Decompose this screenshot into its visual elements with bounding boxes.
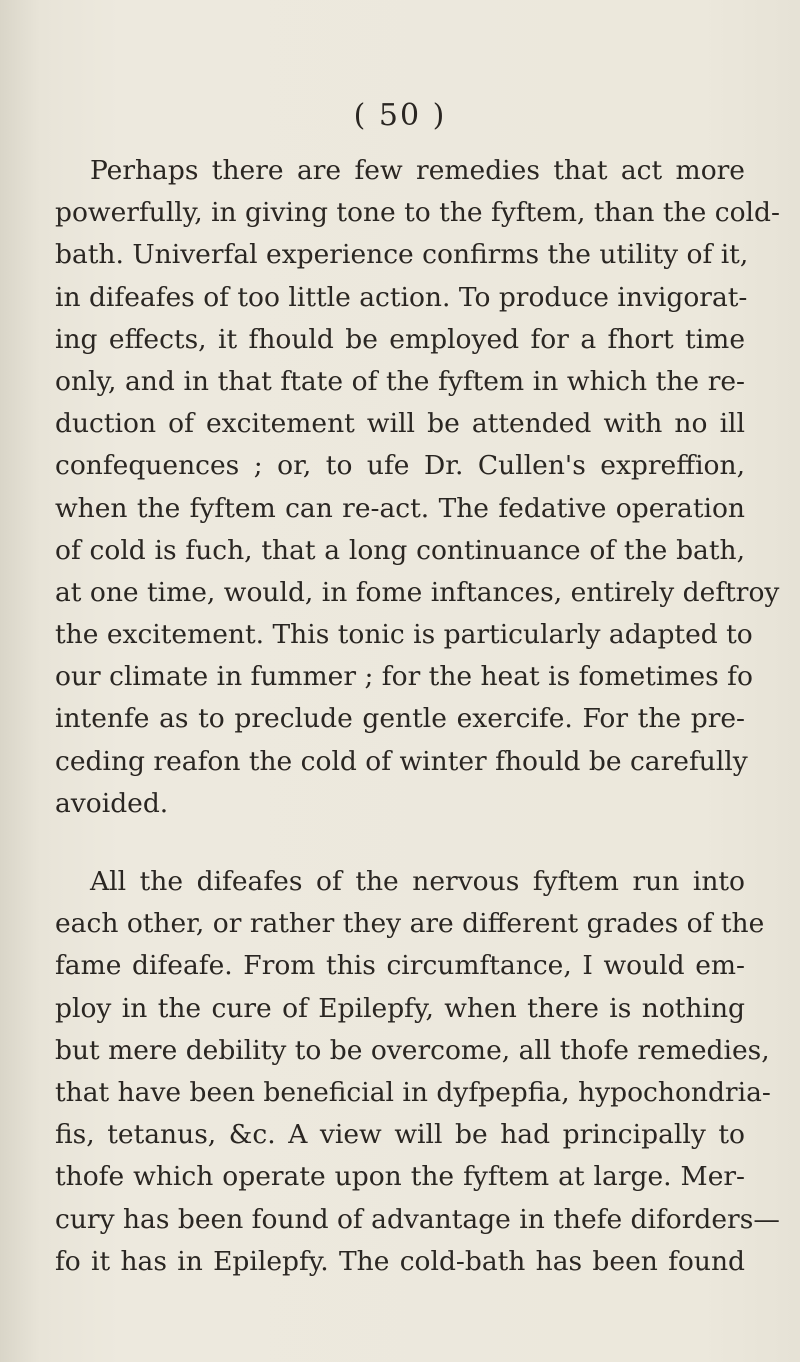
text-line: our climate in fummer ; for the heat is fometimes fo <box>55 661 753 693</box>
text-line: when the fyftem can re-act. The fedative operation <box>55 492 745 524</box>
text-line: ing effects, it fhould be employed for a fhort time <box>55 323 745 355</box>
text-line: that have been beneficial in dyfpepfia, hypochondria- <box>55 1076 771 1108</box>
text-line: each other, or rather they are different grades of the <box>55 908 765 940</box>
text-line: but mere debility to be overcome, all thofe remedies, <box>55 1034 770 1066</box>
paragraph-gap <box>55 825 745 861</box>
text-line: at one time, would, in fome inftances, entirely deftroy <box>55 576 780 608</box>
text-line: fis, tetanus, &c. A view will be had principally to <box>55 1119 745 1151</box>
text-line: intenfe as to preclude gentle exercife. For the pre- <box>55 703 745 735</box>
text-line: duction of excitement will be attended with no ill <box>55 408 745 440</box>
text-line: in difeafes of too little action. To produce invigorat- <box>55 281 748 313</box>
paragraph <box>55 150 780 825</box>
paragraph <box>55 861 780 1283</box>
text-line: bath. Univerfal experience confirms the utility of it, <box>55 239 749 271</box>
text-line: fame difeafe. From this circumftance, I would em- <box>55 950 745 982</box>
text-line: All the difeafes of the nervous fyftem run into <box>90 866 745 897</box>
text-line: confequences ; or, to ufe Dr. Cullen's expreffion, <box>55 450 745 482</box>
body-text <box>55 150 780 1283</box>
text-line: cury has been found of advantage in thefe diforders— <box>55 1203 780 1235</box>
text-line: thofe which operate upon the fyftem at large. Mer- <box>55 1161 745 1193</box>
text-line: fo it has in Epilepfy. The cold-bath has been found <box>55 1245 745 1277</box>
text-line: ceding reafon the cold of winter fhould be carefully <box>55 745 748 777</box>
text-line: ploy in the cure of Epilepfy, when there is nothing <box>55 992 745 1024</box>
text-line: avoided. <box>55 787 169 819</box>
text-line: the excitement. This tonic is particularly adapted to <box>55 619 753 651</box>
page-number: ( 50 ) <box>353 98 447 133</box>
text-line: only, and in that ftate of the fyftem in which the re- <box>55 365 745 397</box>
text-line: of cold is fuch, that a long continuance of the bath, <box>55 534 745 566</box>
text-line: powerfully, in giving tone to the fyftem, than the cold- <box>55 197 780 229</box>
text-line: Perhaps there are few remedies that act more <box>90 155 745 186</box>
